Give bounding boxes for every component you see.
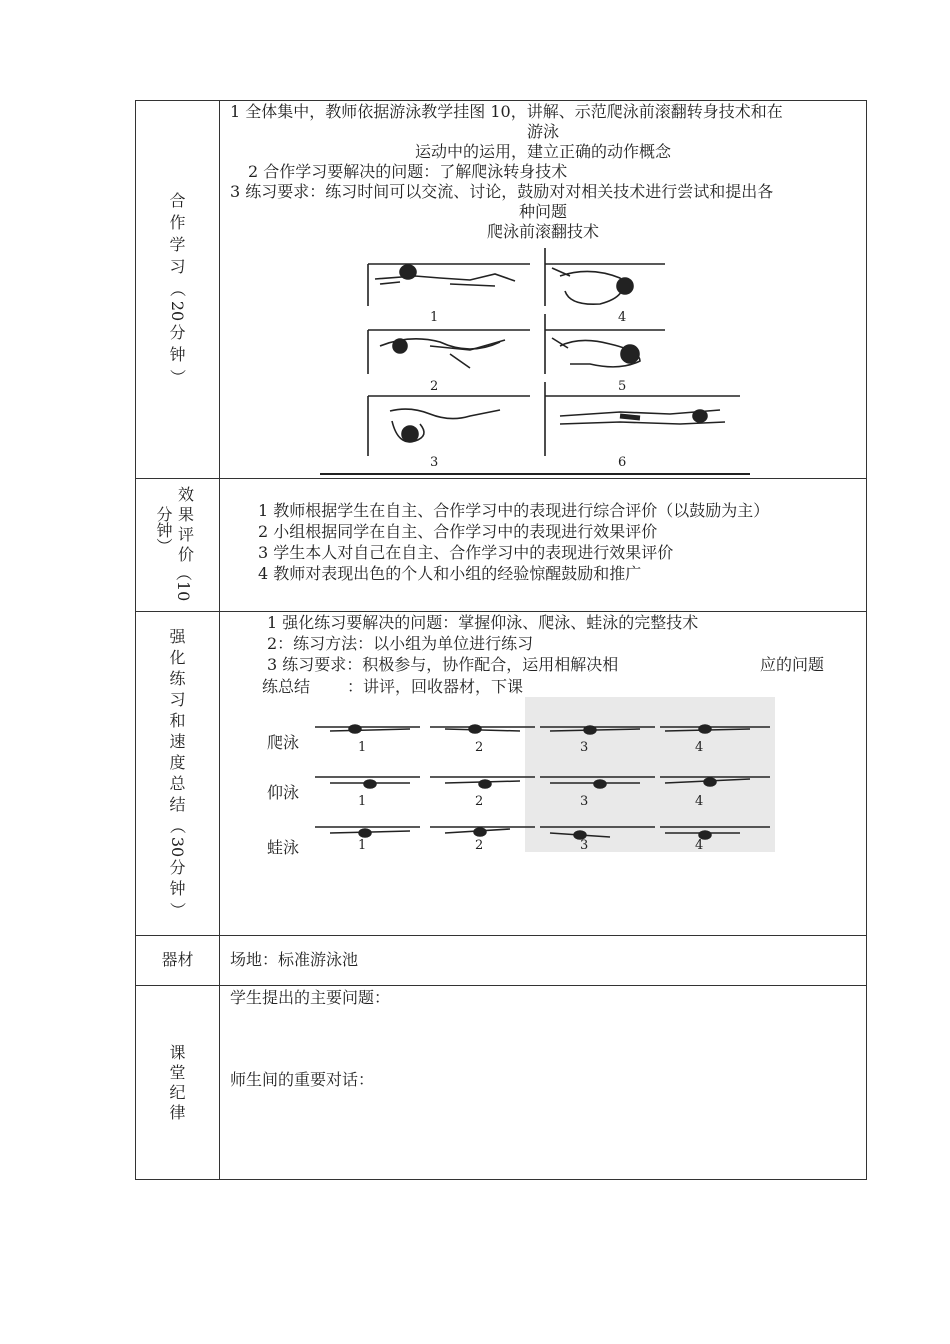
figure-number: 2 (475, 838, 484, 852)
label-char: 果 (178, 505, 195, 524)
vertical-label (136, 1043, 219, 1123)
label-char: ） (168, 901, 188, 918)
label-char: ） (168, 368, 188, 385)
stroke-label: 仰泳 (267, 783, 300, 802)
label-char: 效 (178, 485, 195, 504)
label-char: 20 (168, 300, 188, 321)
text-line: 师生间的重要对话： (230, 1070, 375, 1089)
text-line: 3 学生本人对自己在自主、合作学习中的表现进行效果评价 (258, 543, 674, 562)
label-char: 作 (169, 212, 186, 232)
figure-number: 4 (618, 310, 627, 325)
label-char: 30 (168, 836, 188, 857)
label-char: 总 (169, 773, 186, 793)
row-content-evaluation (220, 479, 866, 611)
label-rotated (176, 565, 196, 609)
strokes-figure (310, 707, 775, 852)
row-reinforce (136, 611, 866, 935)
figure-number: 1 (358, 838, 367, 852)
stroke-label: 蛙泳 (267, 838, 300, 857)
label-char: （ (168, 817, 188, 834)
flip-turn-figure (320, 246, 750, 476)
label-char: 课 (169, 1042, 186, 1062)
label-char: 结 (169, 794, 186, 814)
row-label-evaluation (136, 479, 220, 611)
vertical-label (136, 191, 219, 389)
label-char: 练 (169, 668, 186, 688)
figure-number: 3 (580, 838, 589, 852)
text-line: 游泳 (526, 122, 559, 141)
figure-number: 2 (430, 379, 439, 394)
label-char: 合 (169, 190, 186, 210)
label-char: 钟 (169, 344, 186, 364)
text-line: 种问题 (518, 202, 567, 221)
figure-number: 4 (695, 838, 704, 852)
text-line: 2 小组根据同学在自主、合作学习中的表现进行效果评价 (258, 522, 658, 541)
text-line: 运动中的运用，建立正确的动作概念 (414, 142, 671, 161)
label-char: 习 (169, 689, 186, 709)
text-line: 3 练习要求：积极参与，协作配合，运用相解决相 (267, 655, 619, 674)
label-char: 钟 (169, 878, 186, 898)
stroke-label: 爬泳 (267, 733, 300, 752)
text-line: 学生提出的主要问题： (230, 988, 391, 1007)
lesson-plan-table (135, 100, 867, 1180)
figure-number: 2 (475, 794, 484, 809)
label-char: 和 (169, 710, 186, 730)
row-cooperative (136, 101, 866, 478)
label-text: 器材 (161, 950, 194, 969)
text-line: ：讲评，回收器材，下课 (347, 677, 524, 696)
row-discipline (136, 985, 866, 1179)
text-line: 3 练习要求：练习时间可以交流、讨论，鼓励对对相关技术进行尝试和提出各 (230, 182, 774, 201)
figure-number: 1 (430, 310, 439, 325)
label-char: 律 (169, 1102, 186, 1122)
text-line: 2 合作学习要解决的问题：了解爬泳转身技术 (248, 162, 568, 181)
row-label-reinforce (136, 612, 220, 935)
text-line: 场地：标准游泳池 (230, 950, 359, 969)
label-char: 习 (169, 256, 186, 276)
figure-number: 6 (618, 455, 627, 470)
label-char: 纪 (169, 1082, 186, 1102)
label-column (153, 506, 173, 554)
text-line: 应的问题 (760, 655, 825, 674)
figure-number: 1 (358, 794, 367, 809)
label-char: 强 (169, 626, 186, 646)
label-char: 学 (169, 234, 186, 254)
figure-title: 爬泳前滚翻技术 (486, 222, 599, 241)
figure-number: 1 (358, 740, 367, 755)
row-label-equipment (136, 936, 220, 985)
label-char: （ (168, 280, 188, 297)
figure-number: 4 (695, 740, 704, 755)
label-rotated-text: 分钟） (154, 506, 173, 554)
label-char: 评 (178, 525, 195, 544)
label-column (178, 505, 198, 565)
label-char: 速 (169, 731, 186, 751)
row-content-reinforce (220, 612, 866, 935)
vertical-label (136, 627, 219, 921)
row-content-cooperative (220, 101, 866, 478)
text-line: 1 全体集中，教师依据游泳教学挂图 10，讲解、示范爬泳前滚翻转身技术和在 (230, 102, 783, 121)
label-char: 价 (178, 545, 195, 564)
row-evaluation (136, 478, 866, 611)
label-char: 分 (169, 322, 186, 342)
row-equipment (136, 935, 866, 985)
label-char: 化 (169, 647, 186, 667)
figure-number: 4 (695, 794, 704, 809)
figure-number: 3 (430, 455, 439, 470)
text-line: 练总结 (262, 677, 311, 696)
figure-number: 3 (580, 794, 589, 809)
figure-number: 5 (618, 379, 627, 394)
text-line: 2：练习方法：以小组为单位进行练习 (267, 634, 534, 653)
row-label-cooperative (136, 101, 220, 478)
row-content-equipment (220, 936, 866, 985)
row-label-discipline (136, 986, 220, 1179)
label-char: 堂 (169, 1062, 186, 1082)
label-char: 度 (169, 752, 186, 772)
text-line: 1 强化练习要解决的问题：掌握仰泳、爬泳、蛙泳的完整技术 (267, 613, 699, 632)
figure-number: 2 (475, 740, 484, 755)
figure-number: 3 (580, 740, 589, 755)
label-char: 分 (169, 857, 186, 877)
text-line: 1 教师根据学生在自主、合作学习中的表现进行综合评价（以鼓励为主） (258, 501, 770, 520)
row-content-discipline (220, 986, 866, 1179)
label-rotated-text: （10 (174, 565, 193, 602)
text-line: 4 教师对表现出色的个人和小组的经验惊醒鼓励和推广 (258, 564, 642, 583)
